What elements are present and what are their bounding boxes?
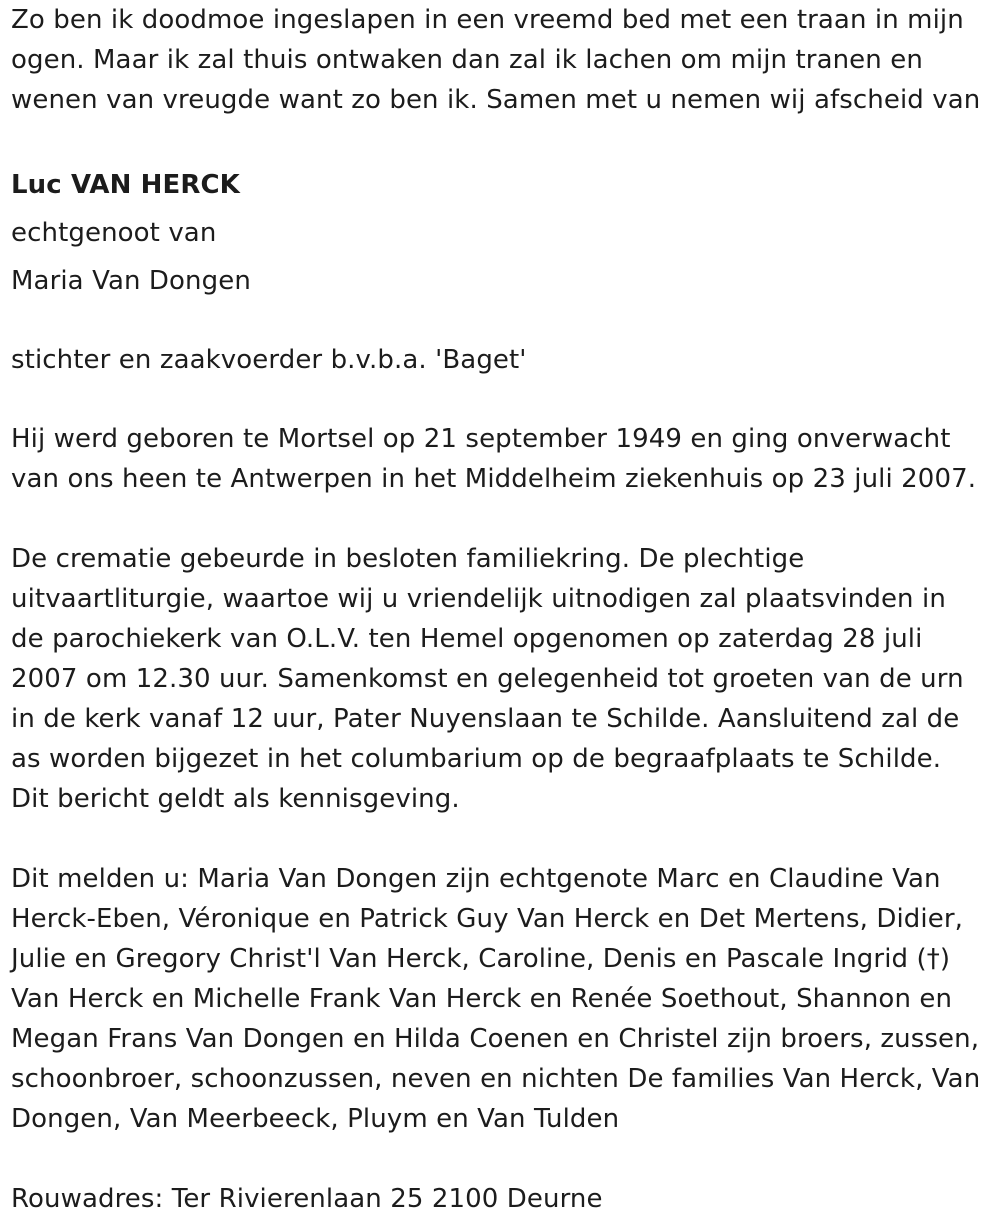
spouse-name: Maria Van Dongen: [11, 266, 251, 296]
text-line: ogen. Maar ik zal thuis ontwaken dan zal ik lachen om mijn tranen en: [11, 45, 923, 75]
text-line: Julie en Gregory Christ'l Van Herck, Caroline, Denis en Pascale Ingrid (†): [11, 944, 951, 974]
birth-death-paragraph: [11, 419, 996, 499]
text-line: Zo ben ik doodmoe ingeslapen in een vreemd bed met een traan in mijn: [11, 5, 964, 35]
text-line: as worden bijgezet in het columbarium op de begraafplaats te Schilde.: [11, 744, 942, 774]
text-line: schoonbroer, schoonzussen, neven en nichten De families Van Herck, Van: [11, 1064, 981, 1094]
mourning-address: Rouwadres: Ter Rivierenlaan 25 2100 Deurne: [11, 1184, 603, 1214]
text-line: de parochiekerk van O.L.V. ten Hemel opgenomen op zaterdag 28 juli: [11, 624, 923, 654]
text-line: van ons heen te Antwerpen in het Middelheim ziekenhuis op 23 juli 2007.: [11, 464, 977, 494]
text-line: Megan Frans Van Dongen en Hilda Coenen en Christel zijn broers, zussen,: [11, 1024, 980, 1054]
text-line: in de kerk vanaf 12 uur, Pater Nuyenslaan te Schilde. Aansluitend zal de: [11, 704, 960, 734]
role-line: stichter en zaakvoerder b.v.b.a. 'Baget': [11, 345, 527, 375]
text-line: 2007 om 12.30 uur. Samenkomst en gelegenheid tot groeten van de urn: [11, 664, 964, 694]
text-line: uitvaartliturgie, waartoe wij u vriendelijk uitnodigen zal plaatsvinden in: [11, 584, 946, 614]
text-line: Herck-Eben, Véronique en Patrick Guy Van Herck en Det Mertens, Didier,: [11, 904, 963, 934]
text-line: De crematie gebeurde in besloten familiekring. De plechtige: [11, 544, 805, 574]
obituary-notice: [11, 0, 996, 1219]
relation-label: echtgenoot van: [11, 218, 217, 248]
ceremony-paragraph: [11, 539, 996, 819]
text-line: Van Herck en Michelle Frank Van Herck en Renée Soethout, Shannon en: [11, 984, 953, 1014]
deceased-name: Luc VAN HERCK: [11, 170, 240, 200]
text-line: Dit bericht geldt als kennisgeving.: [11, 784, 460, 814]
text-line: Dit melden u: Maria Van Dongen zijn echtgenote Marc en Claudine Van: [11, 864, 941, 894]
text-line: wenen van vreugde want zo ben ik. Samen met u nemen wij afscheid van: [11, 85, 981, 115]
intro-paragraph: [11, 0, 996, 120]
text-line: Dongen, Van Meerbeeck, Pluym en Van Tulden: [11, 1104, 620, 1134]
family-paragraph: [11, 859, 996, 1139]
text-line: Hij werd geboren te Mortsel op 21 september 1949 en ging onverwacht: [11, 424, 951, 454]
